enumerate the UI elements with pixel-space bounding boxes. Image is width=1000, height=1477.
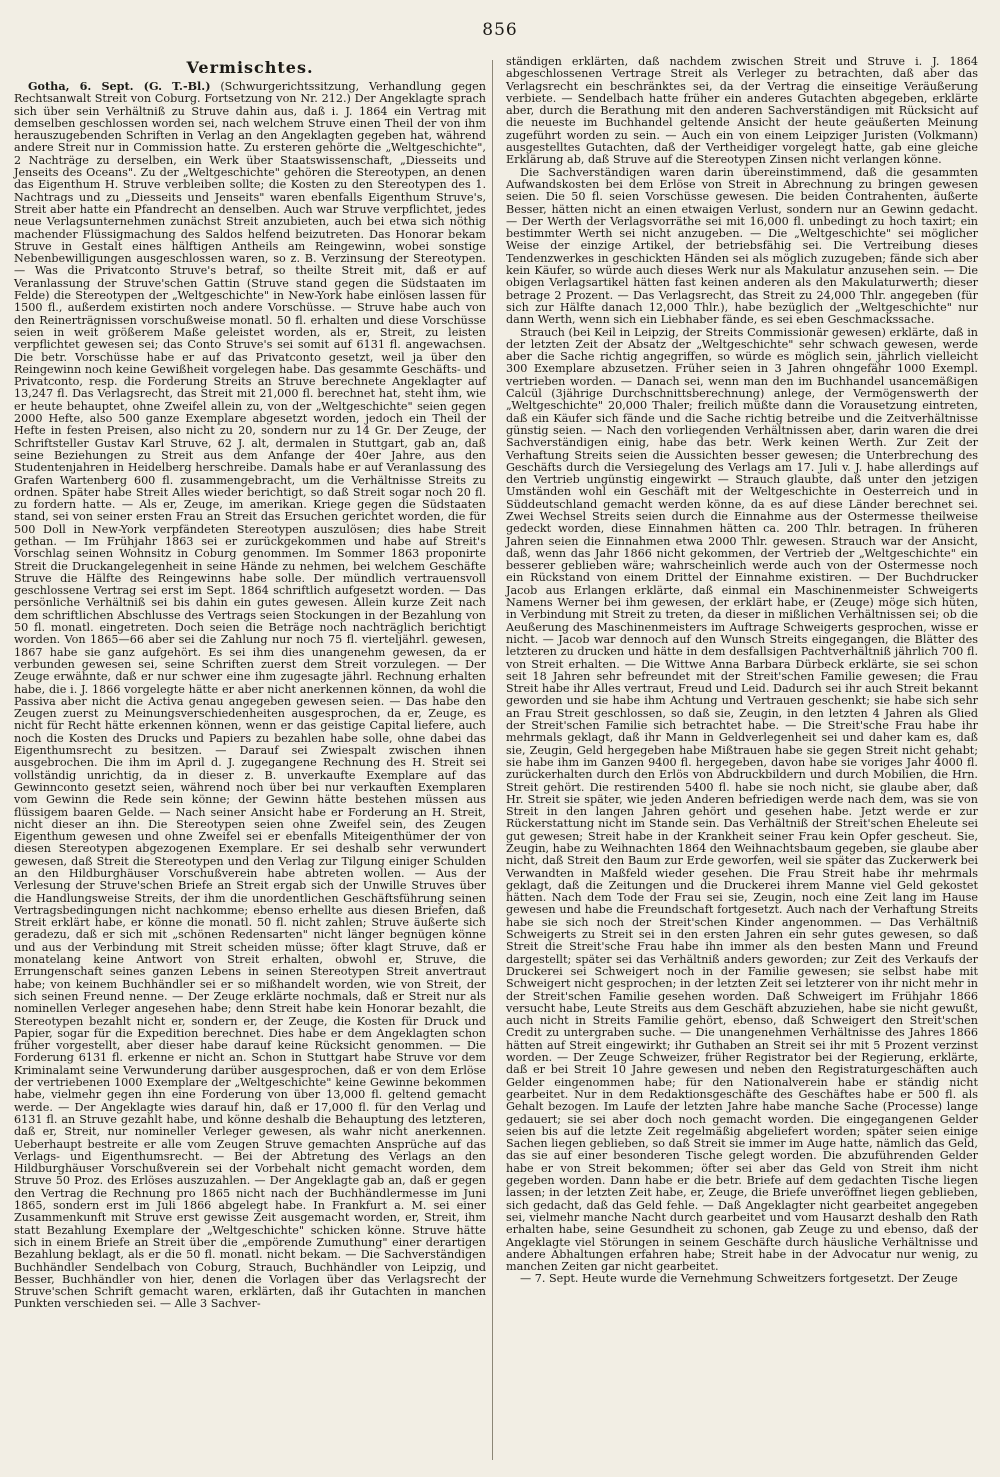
column-divider [492, 60, 493, 1460]
article-paragraph: Strauch (bei Keil in Leipzig, der Streits Commissionär gewesen) erklärte, daß in der letzten Zeit der Absatz der „Weltgeschichte" sehr schwach gewesen, werde aber die Sache richtig angegriffen, so würde es möglich sein, jährlich vielleicht 300 Exemplare abzusetzen. Früher seien in 3 Jahren ohngefähr 1000 Exempl. vertrieben worden. — Danach sei, wenn man den im Buchhandel usancemäßigen Calcül (3jährige Durchschnittsberechnung) anlege, der Vermögenswerth der „Weltgeschichte" 20,000 Thaler; freilich müßte dann die Vorausetzung eintreten, daß ein Käufer sich fände und die Sache richtig betreibe und die Zeitverhältnisse günstig seien. — Nach den vorliegenden Verhältnissen aber, darin waren die drei Sachverständigen einig, habe das betr. Werk keinen Werth. Zur Zeit der Verhaftung Streits seien die Aussichten besser gewesen; die Unterbrechung des Geschäfts durch die Versiegelung des Verlags am 17. Juli v. J. habe allerdings auf den Vertrieb ungünstig eingewirkt — Strauch glaubte, daß unter den jetzigen Umständen wohl ein Geschäft mit der Weltgeschichte in Oesterreich und in Süddeutschland gemacht werden könne, da es auf diese Länder berechnet sei. Zwei Wechsel Streits seien durch die Einnahme aus der Ostermesse theilweise gedeckt worden, diese Einnahmen hätten ca. 200 Thlr. betragen. In früheren Jahren seien die Einnahmen etwa 2000 Thlr. gewesen. Strauch war der Ansicht, daß, wenn das Jahr 1866 nicht gekommen, der Vertrieb der „Weltgeschichte" ein besserer geblieben wäre; wahrscheinlich werde auch von der Ostermesse noch ein Rückstand von einem Drittel der Einnahme existiren. — Der Buchdrucker Jacob aus Erlangen erklärte, daß einmal ein Maschinenmeister Schweigerts Namens Werner bei ihm gewesen, der erklärt habe, er (Zeuge) möge sich hüten, in Verbindung mit Streit zu treten, da dieser in mißlichen Verhältnissen sei; ob die Aeußerung des Maschinenmeisters im Auftrage Schweigerts gesprochen, wisse er nicht. — Jacob war dennoch auf den Wunsch Streits eingegangen, die Blätter des letzteren zu drucken und hätte in dem desfallsigen Pachtverhältniß jährlich 700 fl. von Streit erhalten. — Die Wittwe Anna Barbara Dürbeck erklärte, sie sei schon seit 18 Jahren sehr befreundet mit der Streit'schen Familie gewesen; die Frau Streit habe ihr Alles vertraut, Freud und Leid. Dadurch sei ihr auch Streit bekannt geworden und sie habe ihm Achtung und Vertrauen geschenkt; sie habe sich sehr an Frau Streit geschlossen, so daß sie, Zeugin, in den letzten 4 Jahren als Glied der Streit'schen Familie sich betrachtet habe. — Die Streit'sche Frau habe ihr mehrmals geklagt, daß ihr Mann in Geldverlegenheit sei und daher kam es, daß sie, Zeugin, Geld hergegeben habe Mißtrauen habe sie gegen Streit nicht gehabt; sie habe ihm im Ganzen 9400 fl. hergegeben, davon habe sie voriges Jahr 4000 fl. zurückerhalten durch den Erlös von Abdruckbildern und durch Mobilien, die Hrn. Streit gehört. Die restirenden 5400 fl. habe sie noch nicht, sie glaube aber, daß Hr. Streit sie später, wie jeden Anderen befriedigen werde nach dem, was sie von Streit in den langen Jahren gehört und gesehen habe. Jetzt werde er zur Rückerstattung nicht im Stande sein. Das Verhältniß der Streit'schen Eheleute sei gut gewesen; Streit habe in der Krankheit seiner Frau kein Opfer gescheut. Sie, Zeugin, habe zu Weihnachten 1864 den Weihnachtsbaum gegeben, sie glaube aber nicht, daß Streit den Baum zur Erde geworfen, weil sie später das Zuckerwerk bei Verwandten in Maßfeld wieder gesehen. Die Frau Streit habe ihr mehrmals geklagt, daß die Zeitungen und die Druckerei ihrem Manne viel Geld gekostet hätten. Nach dem Tode der Frau sei sie, Zeugin, noch eine Zeit lang im Hause gewesen und habe die Freundschaft fortgesetzt. Auch nach der Verhaftung Streits habe sie sich noch der Streit'schen Kinder angenommen. — Das Verhältniß Schweigerts zu Streit sei in den ersten Jahren ein sehr gutes gewesen, so daß Streit die Streit'sche Frau habe ihn immer als den besten Mann und Freund dargestellt; später sei das Verhältniß anders geworden; zur Zeit des Verkaufs der Druckerei sei Schweigert noch in der Familie gewesen; sie selbst habe mit Schweigert nicht gesprochen; in der letzten Zeit sei letzterer von ihr nicht mehr in der Streit'schen Familie gesehen worden. Daß Schweigert im Frühjahr 1866 versucht habe, Leute Streits aus dem Geschäft abzuziehen, habe sie nicht gewußt, auch nicht in Streits Familie gehört, ebenso, daß Schweigert den Streit'schen Credit zu untergraben suche. — Die unangenehmen Verhältnisse des Jahres 1866 hätten auf Streit eingewirkt; ihr Guthaben an Streit sei ihr mit 5 Prozent verzinst worden. — Der Zeuge Schweizer, früher Registrator bei der Regierung, erklärte, daß er bei Streit 10 Jahre gewesen und neben den Registraturgeschäften auch Gelder eingenommen habe; für den Nationalverein habe er ständig nicht gearbeitet. Nur in dem Redaktionsgeschäfte des Geschäftes habe er 500 fl. als Gehalt bezogen. Im Laufe der letzten Jahre habe manche Sache (Processe) lange gedauert; sie sei aber doch noch gemacht worden. Die eingegangenen Gelder seien bis auf die letzte Zeit regelmäßig abgeliefert worden; später seien einige Sachen liegen geblieben, so daß Streit sie immer im Auge hatte, nämlich das Geld, das sie auf einer besonderen Tische gelegt worden. Die abzuführenden Gelder habe er von Streit bekommen; öfter sei aber das Geld von Streit ihm nicht gegeben worden. Dann habe er die betr. Briefe auf dem gedachten Tische liegen lassen; in der letzten Zeit habe, er, Zeuge, die Briefe unveröffnet liegen geblieben, sich gedacht, daß das Geld fehle. — Daß Angeklagter nicht gearbeitet angegeben sei, vielmehr manche Nacht durch gearbeitet und vom Hausarzt deshalb den Rath erhalten habe, seine Gesundheit zu schonen, gab Zeuge zu und ebenso, daß der Angeklagte viel Störungen in seinem Geschäfte durch häusliche Verhältnisse und andere Abhaltungen erfahren habe; Streit habe in der Advocatur nur wenig, zu manchen Zeiten gar nicht gearbeitet. [506, 325, 978, 1274]
article-paragraph: ständigen erklärten, daß nachdem zwischen Streit und Struve i. J. 1864 abgeschlossenen Vertrage Streit als Verleger zu betrachten, daß aber das Verlagsrecht ein beschränktes sei, da der Vertrag die einseitige Veräußerung verbiete. — Sendelbach hatte früher ein anderes Gutachten abgegeben, erklärte aber, durch die Berathung mit den anderen Sachverständigen mit Rücksicht auf die neueste im Buchhandel geltende Ansicht der heute geäußerten Meinung zugeführt worden zu sein. — Auch ein von einem Leipziger Juristen (Volkmann) ausgestelltes Gutachten, daß der Vertheidiger vorgelegt hatte, gab eine gleiche Erklärung ab, daß Struve auf die Stereotypen Zinsen nicht verlangen könne. [506, 55, 978, 167]
article-paragraph: Die Sachverständigen waren darin übereinstimmend, daß die gesammten Aufwandskosten bei dem Erlöse von Streit in Abrechnung zu bringen gewesen seien. Die 50 fl. seien Vorschüsse gewesen. Die beiden Contrahenten, äußerte Besser, hätten nicht an einen etwaigen Verlust, sondern nur an Gewinn gedacht. — Der Werth der Verlagsvorräthe sei mit 16,000 fl. unbedingt zu hoch taxirt; ein bestimmter Werth sei nicht anzugeben. — Die „Weltgeschichte" sei möglicher Weise der einzige Artikel, der betriebsfähig sei. Die Vertreibung dieses Tendenzwerkes in geschickten Händen sei als möglich zuzugeben; fände sich aber kein Käufer, so würde auch dieses Werk nur als Makulatur anzusehen sein. — Die obigen Verlagsartikel hätten fast keinen anderen als den Makulaturwerth; dieser betrage 2 Prozent. — Das Verlagsrecht, das Streit zu 24,000 Thlr. angegeben (für sich zur Hälfte danach 12,000 Thlr.), habe bezüglich der „Weltgeschichte" nur dann Werth, wenn sich ein Liebhaber fände, es sei eben Geschmackssache. [506, 165, 978, 327]
section-title: Vermischtes. [186, 58, 314, 77]
right-column [506, 56, 978, 1286]
left-column [14, 56, 486, 1311]
dateline: Gotha, 6. Sept. (G. T.-Bl.) [28, 79, 211, 93]
article-paragraph [14, 80, 486, 1311]
article-paragraph: — 7. Sept. Heute wurde die Vernehmung Schweitzers fortgesetzt. Der Zeuge [520, 1272, 958, 1286]
article-text: (Schwurgerichtssitzung, Verhandlung gegen Rechtsanwalt Streit von Coburg. Fortsetzung von Nr. 212.) Der Angeklagte sprach sich über sein Verhältniß zu Struve dahin aus, daß i. J. 1864 ein Vertrag mit demselben geschlossen worden sei, nach welchem Struve einen Theil der von ihm herauszugebenden Schriften in Verlag an den Angeklagten gegeben hat, während andere Streit nur in Commission hatte. Zu ersteren gehörte die „Weltgeschichte", 2 Nachträge zu derselben, ein Werk über Staatswissenschaft, „Diesseits und Jenseits des Oceans". Zu der „Weltgeschichte" gehören die Stereotypen, an denen das Eigenthum H. Struve verbleiben sollte; die Kosten zu den Stereotypen des 1. Nachtrags und zu „Diesseits und Jenseits" waren ebenfalls Eigenthum Struve's, Streit aber hatte ein Pfandrecht an denselben. Auch war Struve verpflichtet, jedes neue Verlagsunternehmen zunächst Streit anzubieten, auch bei etwa sich nöthig machender Flüssigmachung des Saldos helfend beizutreten. Das Honorar bekam Struve in Gestalt eines hälftigen Antheils am Reingewinn, wobei sonstige Nebenbewilligungen ausgeschlossen waren, so z. B. Verzinsung der Stereotypen. — Was die Privatconto Struve's betraf, so theilte Streit mit, daß er auf Veranlassung der Struve'schen Gattin (Struve stand gegen die Südstaaten im Felde) die Stereotypen der „Weltgeschichte" in New-York habe einlösen lassen für 1500 fl., außerdem existirten noch andere Vorschüsse. — Struve habe auch von den Reinerträgnissen vorschußweise monatl. 50 fl. erhalten und diese Vorschüsse seien in weit größerem Maße geleistet worden, als er, Streit, zu leisten verpflichtet gewesen sei; das Conto Struve's sei somit auf 6131 fl. angewachsen. Die betr. Vorschüsse habe er auf das Privatconto gesetzt, weil ja über den Reingewinn noch keine Gewißheit vorgelegen habe. Das gesammte Geschäfts- und Privatconto, resp. die Forderung Streits an Struve berechnete Angeklagter auf 13,247 fl. Das Verlagsrecht, das Streit mit 21,000 fl. berechnet hat, steht ihm, wie er heute behauptet, ohne Zweifel allein zu, von der „Weltgeschichte" seien gegen 2000 Hefte, also 500 ganze Exemplare abgesetzt worden, jedoch ein Theil der Hefte in festen Preisen, also nicht zu 20, sondern nur zu 14 Gr. Der Zeuge, der Schriftsteller Gustav Karl Struve, 62 J. alt, dermalen in Stuttgart, gab an, daß seine Beziehungen zu Streit aus dem Anfange der 40er Jahre, aus den Studentenjahren in Heidelberg herschreibe. Damals habe er auf Veranlassung des Grafen Wartenberg 600 fl. zusammengebracht, um die Verhältnisse Streits zu ordnen. Später habe Streit Alles wieder berichtigt, so daß Streit sogar noch 20 fl. zu fordern hatte. — Als er, Zeuge, im amerikan. Kriege gegen die Südstaaten stand, sei von seiner ersten Frau an Streit das Ersuchen gerichtet worden, die für 500 Doll in New-York verpfändeten Stereotypen auszulösen; dies habe Streit gethan. — Im Frühjahr 1863 sei er zurückgekommen und habe auf Streit's Vorschlag seinen Wohnsitz in Coburg genommen. Im Sommer 1863 proponirte Streit die Druckangelegenheit in seine Hände zu nehmen, bei welchem Geschäfte Struve die Hälfte des Reingewinns habe solle. Der mündlich vertrauensvoll geschlossene Vertrag sei erst im Sept. 1864 schriftlich aufgesetzt worden. — Das persönliche Verhältniß sei bis dahin ein gutes gewesen. Allein kurze Zeit nach dem schriftlichen Abschlusse des Vertrags seien Stockungen in der Bezahlung von 50 fl. monatl. eingetreten. Doch seien die Beträge noch nachträglich berichtigt worden. Von 1865—66 aber sei die Zahlung nur noch 75 fl. vierteljährl. gewesen, 1867 habe sie ganz aufgehört. Es sei ihm dies unangenehm gewesen, da er verbunden gewesen sei, seine Schriften zuerst dem Streit vorzulegen. — Der Zeuge erwähnte, daß er nur schwer eine ihm zugesagte jährl. Rechnung erhalten habe, die i. J. 1866 vorgelegte hätte er aber nicht anerkennen können, da wohl die Passiva aber nicht die Activa genau angegeben gewesen seien. — Das habe den Zeugen zuerst zu Meinungsverschiedenheiten ausgesprochen, da er, Zeuge, es nicht für Recht hätte erkennen können, wenn er das geistige Capital liefere, auch noch die Kosten des Drucks und Papiers zu bezahlen habe solle, ohne dabei das Eigenthumsrecht zu besitzen. — Darauf sei Zwiespalt zwischen ihnen ausgebrochen. Die ihm im April d. J. zugegangene Rechnung des H. Streit sei vollständig unrichtig, da in dieser z. B. unverkaufte Exemplare auf das Gewinnconto gesetzt seien, während noch über bei nur verkauften Exemplaren vom Gewinn die Rede sein könne; der Gewinn hätte bestehen müssen aus flüssigem baaren Gelde. — Nach seiner Ansicht habe er Forderung an H. Streit, nicht dieser an ihn. Die Stereotypen seien ohne Zweifel sein, des Zeugen Eigenthum gewesen und ohne Zweifel sei er ebenfalls Miteigenthümer der von diesen Stereotypen abgezogenen Exemplare. Er sei deshalb sehr verwundert gewesen, daß Streit die Stereotypen und den Verlag zur Tilgung einiger Schulden an den Hildburghäuser Vorschußverein habe abtreten wollen. — Aus der Verlesung der Struve'schen Briefe an Streit ergab sich der Unwille Struves über die Handlungsweise Streits, der ihm die unordentlichen Geschäftsführung seinen Vertragsbedingungen nicht nachkomme; ebenso erhellte aus diesen Briefen, daß Streit erklärt habe, er könne die monatl. 50 fl. nicht zahlen; Struve äußerte sich geradezu, daß er sich mit „schönen Redensarten" nicht länger begnügen könne und aus der Verbindung mit Streit scheiden müsse; öfter klagt Struve, daß er monatelang keine Antwort von Streit erhalten, obwohl er, Struve, die Errungenschaft seines ganzen Lebens in seinen Stereotypen Streit anvertraut habe; von keinem Buchhändler sei er so mißhandelt worden, wie von Streit, der sich seinen Freund nenne. — Der Zeuge erklärte nochmals, daß er Streit nur als nominellen Verleger angesehen habe; denn Streit habe kein Honorar bezahlt, die Stereotypen bezahlt nicht er, sondern er, der Zeuge, die Kosten für Druck und Papier, sogar für die Expedition berechnet. Dies habe er dem Angeklagten schon früher vorgestellt, aber dieser habe darauf keine Rücksicht genommen. — Die Forderung 6131 fl. erkenne er nicht an. Schon in Stuttgart habe Struve vor dem Kriminalamt seine Verwunderung darüber ausgesprochen, daß er von dem Erlöse der vertriebenen 1000 Exemplare der „Weltgeschichte" keine Gewinne bekommen habe, vielmehr gegen ihn eine Forderung von über 13,000 fl. geltend gemacht werde. — Der Angeklagte wies darauf hin, daß er 17,000 fl. für den Verlag und 6131 fl. an Struve gezahlt habe, und könne deshalb die Behauptung des letzteren, daß er, Streit, nur nomineller Verleger gewesen, als wahr nicht anerkennen. Ueberhaupt bestreite er alle vom Zeugen Struve gemachten Ansprüche auf das Verlags- und Eigenthumsrecht. — Bei der Abtretung des Verlags an den Hildburghäuser Vorschußverein sei der Vorbehalt nicht gemacht worden, dem Struve 50 Proz. des Erlöses auszuzahlen. — Der Angeklagte gab an, daß er gegen den Vertrag die Rechnung pro 1865 nicht nach der Buchhändlermesse im Juni 1865, sondern erst im Juli 1866 abgelegt habe. In Frankfurt a. M. sei einer Zusammenkunft mit Struve erst gewisse Zeit ausgemacht worden, er, Streit, ihm statt Bezahlung Exemplare der „Weltgeschichte" schicken könne. Struve hätte sich in einem Briefe an Streit über die „empörende Zumuthung" einer derartigen Bezahlung beklagt, als er die 50 fl. monatl. nicht bekam. — Die Sachverständigen Buchhändler Sendelbach von Coburg, Strauch, Buchhändler von Leipzig, und Besser, Buchhändler von hier, denen die Vorlagen über das Verlagsrecht der Struve'schen Schrift gemacht waren, erklärten, daß ihr Gutachten in manchen Punkten verschieden sei. — Alle 3 Sachver- [14, 80, 487, 1311]
page-number: 856 [482, 20, 518, 40]
